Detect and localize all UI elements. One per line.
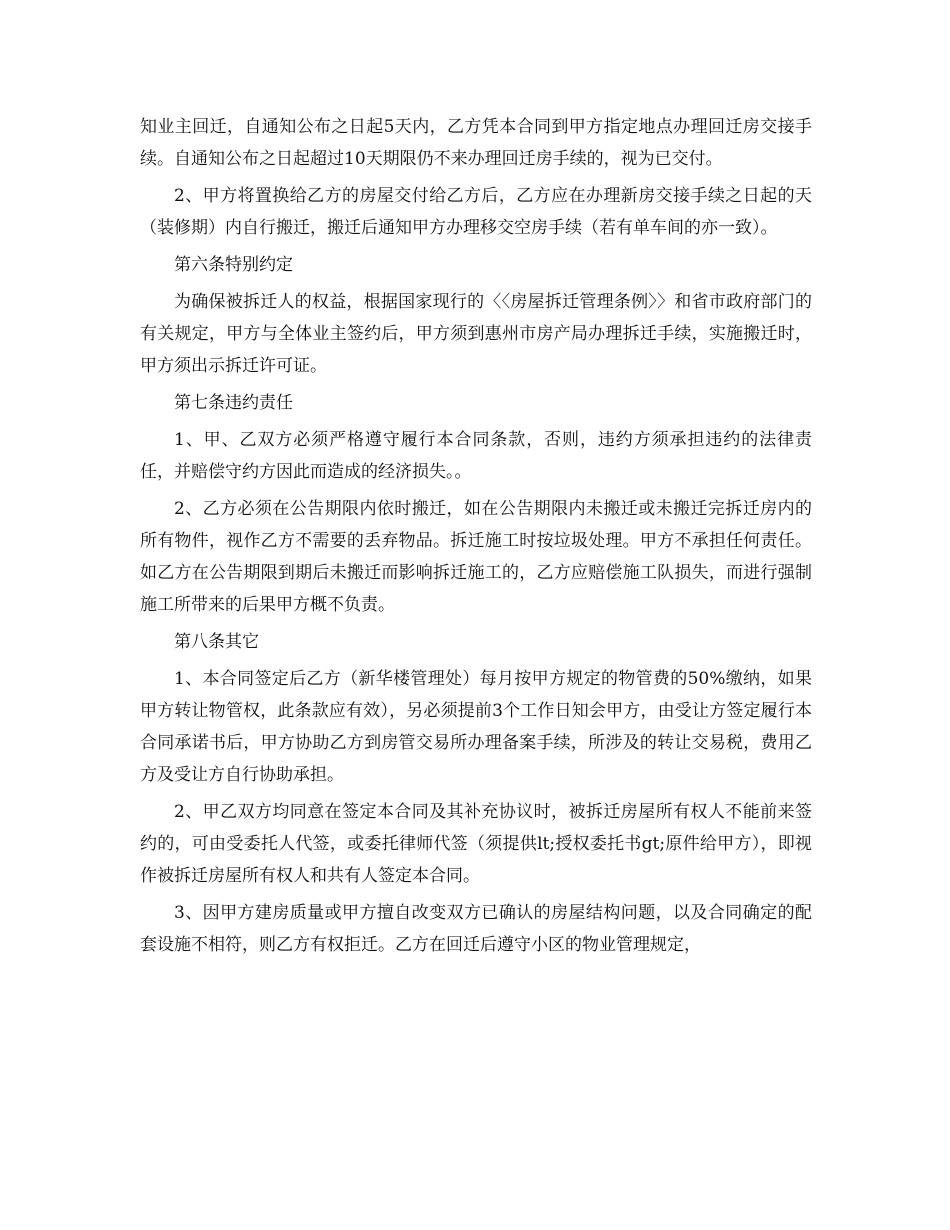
paragraph-article-6: 为确保被拆迁人的权益，根据国家现行的〈〈房屋拆迁管理条例〉〉和省市政府部门的有关规定，甲方与全体业主签约后，甲方须到惠州市房产局办理拆迁手续，实施搬迁时，甲方须出示拆迁许可证。 [140, 292, 812, 376]
heading-article-8: 第八条其它 [174, 632, 259, 652]
heading-article-7: 第七条违约责任 [174, 393, 293, 413]
paragraph-clause-7-1: 1、甲、乙双方必须严格遵守履行本合同条款，否则，违约方须承担违约的法律责任，并赔偿守约方因此而造成的经济损失。。 [140, 430, 812, 482]
paragraph-clause-8-2: 2、甲乙双方均同意在签定本合同及其补充协议时，被拆迁房屋所有权人不能前来签约的，可由受委托人代签，或委托律师代签（须提供lt;授权委托书gt;原件给甲方），即视作被拆迁房屋所有权人和共有人签定本合同。 [140, 802, 812, 886]
heading-article-6: 第六条特别约定 [174, 255, 293, 275]
paragraph-clause-5-2: 2、甲方将置换给乙方的房屋交付给乙方后，乙方应在办理新房交接手续之日起的天（装修期）内自行搬迁，搬迁后通知甲方办理移交空房手续（若有单车间的亦一致）。 [140, 186, 812, 238]
paragraph-continuation: 知业主回迁，自通知公布之日起5天内，乙方凭本合同到甲方指定地点办理回迁房交接手续。自通知公布之日起超过10天期限仍不来办理回迁房手续的，视为已交付。 [140, 117, 812, 169]
paragraph-clause-7-2: 2、乙方必须在公告期限内依时搬迁，如在公告期限内未搬迁或未搬迁完拆迁房内的所有物件，视作乙方不需要的丢弃物品。拆迁施工时按垃圾处理。甲方不承担任何责任。如乙方在公告期限到期后未搬迁而影响拆迁施工的，乙方应赔偿施工队损失，而进行强制施工所带来的后果甲方概不负责。 [140, 499, 812, 615]
paragraph-clause-8-3: 3、因甲方建房质量或甲方擅自改变双方已确认的房屋结构问题，以及合同确定的配套设施不相符，则乙方有权拒迁。乙方在回迁后遵守小区的物业管理规定， [140, 903, 812, 955]
document-body [140, 111, 812, 961]
paragraph-clause-8-1: 1、本合同签定后乙方（新华楼管理处）每月按甲方规定的物管费的50%缴纳，如果甲方转让物管权，此条款应有效），另必须提前3个工作日知会甲方，由受让方签定履行本合同承诺书后，甲方协助乙方到房管交易所办理备案手续，所涉及的转让交易税，费用乙方及受让方自行协助承担。 [140, 669, 812, 785]
